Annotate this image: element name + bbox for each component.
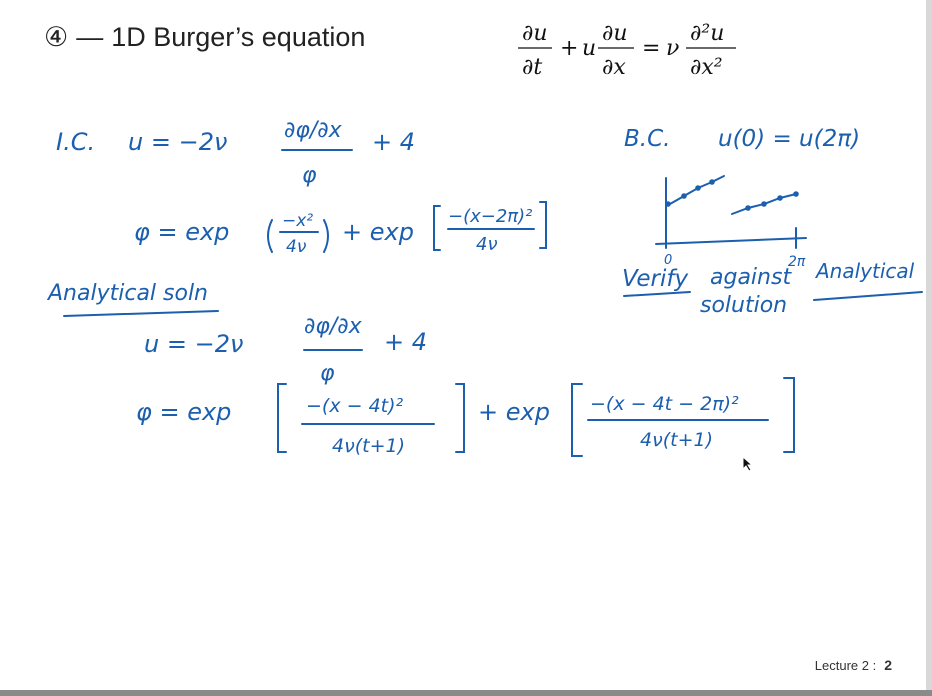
- eq-equals: =: [642, 36, 661, 61]
- an-exp1-den: 4ν(t+1): [332, 435, 405, 457]
- sketch-point: [681, 193, 687, 199]
- eq-dudx-num: ∂u: [602, 21, 628, 46]
- ic-phi-lhs: φ = exp: [134, 218, 230, 246]
- an-bracket2-open: [572, 384, 582, 456]
- analytical-word: Analytical: [816, 259, 915, 283]
- ic-exp2-num: −(x−2π)²: [448, 206, 533, 227]
- sketch-point: [695, 185, 701, 191]
- eq-nu: ν: [666, 36, 680, 61]
- analytical-underline: [814, 292, 922, 300]
- verify-word: Verify: [622, 266, 689, 292]
- eq-u: u: [582, 36, 597, 61]
- eq-dudx-den: ∂x: [602, 55, 626, 80]
- ic-label: I.C.: [56, 128, 96, 156]
- ic-exp1-num: −x²: [282, 211, 314, 231]
- eq-d2udx2-num: ∂²u: [690, 21, 725, 46]
- an-exp2-num: −(x − 4t − 2π)²: [590, 393, 739, 415]
- an-plus-exp: + exp: [478, 398, 550, 426]
- ic-frac-num: ∂φ/∂x: [284, 118, 342, 143]
- ic-exp1-den: 4ν: [286, 237, 307, 257]
- title-text: 1D Burger’s equation: [111, 22, 366, 52]
- an-bracket1-open: [278, 384, 286, 452]
- slide-footer: [815, 657, 892, 673]
- an-phi-lhs: φ = exp: [136, 398, 232, 426]
- an-frac-num: ∂φ/∂x: [304, 314, 362, 339]
- solution-word: solution: [700, 293, 788, 318]
- title-dash: —: [76, 22, 104, 52]
- an-u-lhs: u = −2ν: [144, 330, 244, 358]
- an-exp2-den: 4ν(t+1): [640, 429, 713, 451]
- an-exp1-num: −(x − 4t)²: [306, 395, 404, 417]
- ic-bracket-close: [540, 202, 546, 248]
- eq-dudt-den: ∂t: [522, 55, 543, 80]
- sketch-label-0: 0: [664, 253, 673, 268]
- footer-lecture: Lecture 2 :: [814, 658, 877, 673]
- sketch-point: [777, 195, 783, 201]
- footer-page-number: 2: [884, 657, 892, 673]
- title-number: ④: [44, 22, 69, 52]
- ic-paren-open: [268, 220, 272, 252]
- eq-dudt-num: ∂u: [522, 21, 548, 46]
- an-bracket1-close: [456, 384, 464, 452]
- mouse-pointer-icon: [742, 456, 754, 472]
- ic-bracket-open: [434, 206, 440, 250]
- sketch-point: [665, 201, 671, 207]
- eq-d2udx2-den: ∂x²: [690, 55, 723, 80]
- eq-plus: +: [560, 36, 579, 61]
- an-bracket2-close: [784, 378, 794, 452]
- verify-underline: [624, 292, 690, 296]
- ic-frac-den: φ: [302, 163, 317, 188]
- analytical-heading: Analytical soln: [48, 281, 209, 306]
- sketch-point: [709, 179, 715, 185]
- against-word: against: [710, 265, 792, 290]
- ic-plus4: + 4: [372, 128, 416, 156]
- sketch-label-2pi: 2π: [788, 254, 806, 270]
- an-plus4: + 4: [384, 328, 428, 356]
- right-edge-bar: [926, 0, 932, 696]
- ic-exp2-den: 4ν: [476, 234, 498, 255]
- sketch-point: [793, 191, 799, 197]
- analytical-heading-underline: [64, 311, 218, 316]
- ic-paren-close: [324, 220, 328, 252]
- sketch-point: [761, 201, 767, 207]
- sketch-point: [745, 205, 751, 211]
- ic-u-lhs: u = −2ν: [128, 128, 228, 156]
- sketch-x-axis: [656, 238, 806, 244]
- bc-label: B.C.: [624, 126, 671, 152]
- ic-plus-exp: + exp: [342, 218, 414, 246]
- bc-equation: u(0) = u(2π): [718, 126, 861, 152]
- an-frac-den: φ: [320, 361, 335, 386]
- bottom-edge-bar: [0, 690, 932, 696]
